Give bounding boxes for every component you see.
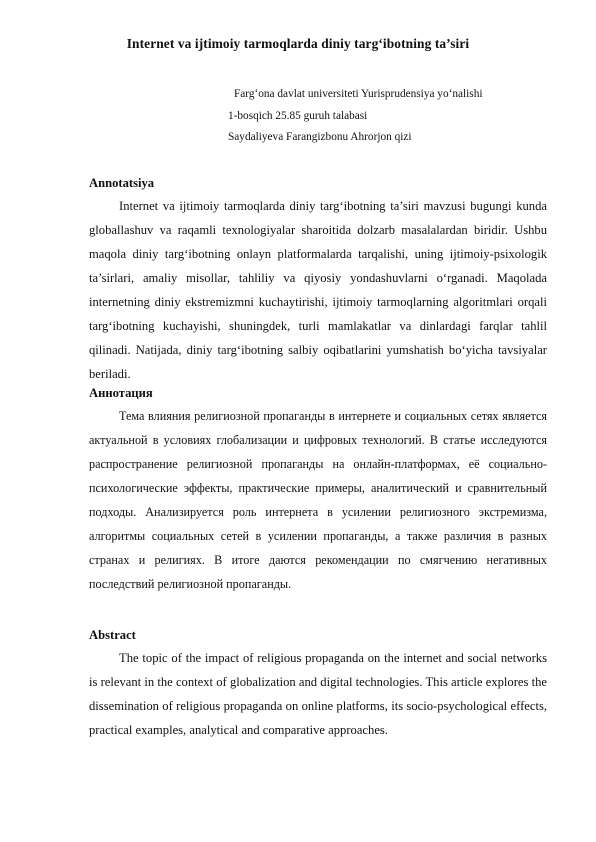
author-institution: Farg‘ona davlat universiteti Yurisprudensiya yo‘nalishi: [234, 88, 483, 100]
author-name: Saydaliyeva Farangizbonu Ahrorjon qizi: [228, 131, 412, 143]
abstract-en-heading: Abstract: [89, 628, 136, 642]
annotation-uz-heading: Annotatsiya: [89, 176, 155, 190]
annotation-ru-text: Тема влияния религиозной пропаганды в интернете и социальных сетях является актуальной в условиях глобализации и цифровых технологий. В статье исследуются распространение религиозной пропаганды на онлайн-платформах, её социально-психологические эффекты, практические примеры, аналитический и сравнительный подходы. Анализируется роль интернета в усилении религиозного экстремизма, алгоритмы социальных сетей в усилении пропаганды, а также различия в разных странах и религиях. В итоге даются рекомендации по смягчению негативных последствий религиозной пропаганды.: [89, 409, 547, 591]
annotation-ru-heading: Аннотация: [89, 386, 153, 400]
article-title: Internet va ijtimoiy tarmoqlarda diniy targʻibotning ta’siri: [126, 36, 470, 51]
author-block: [228, 84, 558, 149]
author-group: 1-bosqich 25.85 guruh talabasi: [228, 109, 368, 122]
abstract-en-text: The topic of the impact of religious propaganda on the internet and social networks is relevant in the context of globalization and digital technologies. This article explores the dissemination of religious propaganda on online platforms, its socio-psychological effects, practical examples, analytical and comparative approaches.: [89, 651, 547, 737]
annotation-uz-text: Internet va ijtimoiy tarmoqlarda diniy targʻibotning ta’siri mavzusi bugungi kunda globallashuv va raqamli texnologiyalar sharoitida dolzarb masalalardan biridir. Ushbu maqola diniy targʻibotning onlayn platformalarda tarqalishi, uning ijtimoiy-psixologik ta’sirlari, amaliy misollar, tahliliy va qiyosiy yondashuvlarni oʻrganadi. Maqolada internetning diniy ekstremizmni kuchaytirishi, ijtimoiy tarmoqlarning algoritmlari orqali targʻibotning kuchayishi, shuningdek, turli mamlakatlar va dinlardagi farqlar tahlil qilinadi. Natijada, diniy targʻibotning salbiy oqibatlarini yumshatish boʻyicha tavsiyalar beriladi.: [89, 199, 547, 381]
